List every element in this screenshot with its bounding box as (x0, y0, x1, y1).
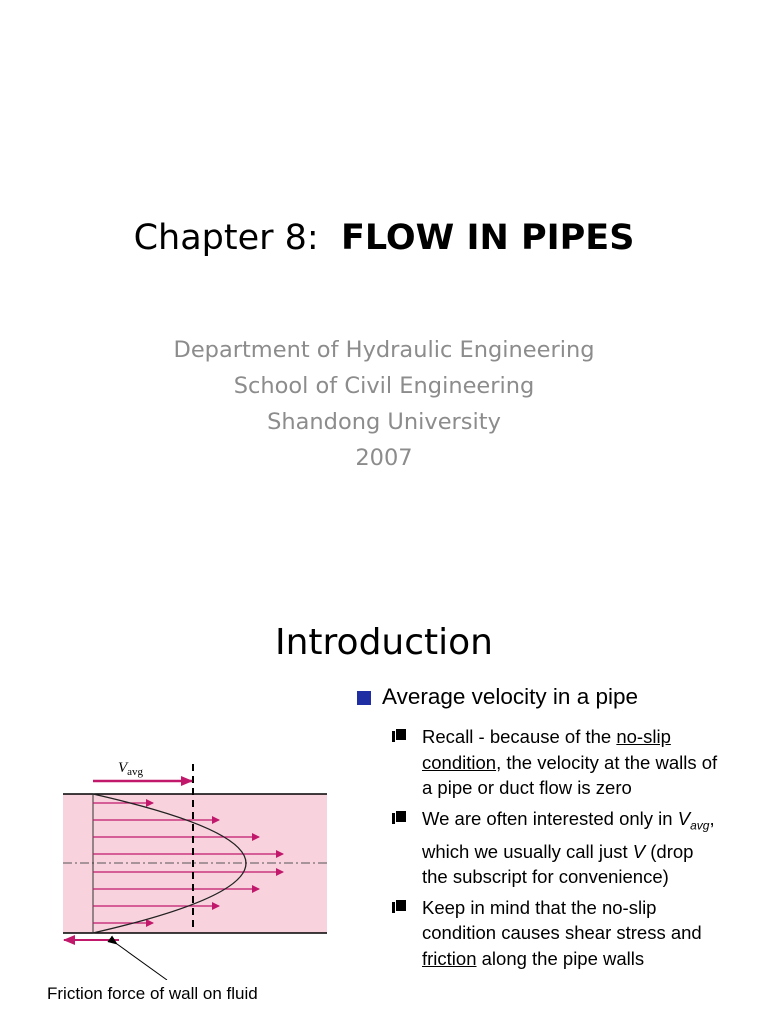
subtitle-line: School of Civil Engineering (233, 373, 535, 399)
square-bullet-icon (357, 691, 371, 705)
friction-caption: Friction force of wall on fluid (47, 984, 258, 1003)
bullet-text: Average velocity in a pipe (382, 684, 638, 709)
bullet-average-velocity (356, 684, 756, 710)
title-bold: FLOW IN PIPES (340, 218, 635, 258)
condition-link: condition (422, 751, 497, 773)
friction-link: friction (422, 947, 477, 969)
slide-title (0, 218, 768, 258)
sub-bullet-vavg: We are often interested only in $V_{avg}$, which we usually call just V (drop the subscript for convenience) (422, 806, 722, 890)
title-prefix: Chapter 8: (133, 218, 319, 258)
flag-bullet-icon (392, 729, 406, 743)
subtitle-line: 2007 (355, 445, 413, 471)
subtitle-line: Department of Hydraulic Engineering (173, 337, 595, 363)
bullet-list (356, 684, 756, 971)
vavg-label: $V_{avg}$ (118, 760, 144, 778)
sub-bullet-recall: Recall - because of the no-slip condition, the velocity at the walls of a pipe or duct flow is zero (422, 724, 722, 801)
no-slip-link: no-slip (616, 726, 671, 747)
introduction-slide (0, 560, 768, 1024)
flag-bullet-icon (392, 811, 406, 825)
subtitle-line: Shandong University (267, 409, 501, 435)
slide-subtitle (0, 332, 768, 476)
velocity-profile-diagram (55, 750, 345, 980)
sub-bullet-shear-stress: Keep in mind that the no-slip condition causes shear stress and friction along the pipe walls (422, 895, 722, 972)
intro-title: Introduction (274, 622, 493, 663)
friction-pointer (117, 944, 167, 980)
flag-bullet-icon (392, 900, 406, 914)
